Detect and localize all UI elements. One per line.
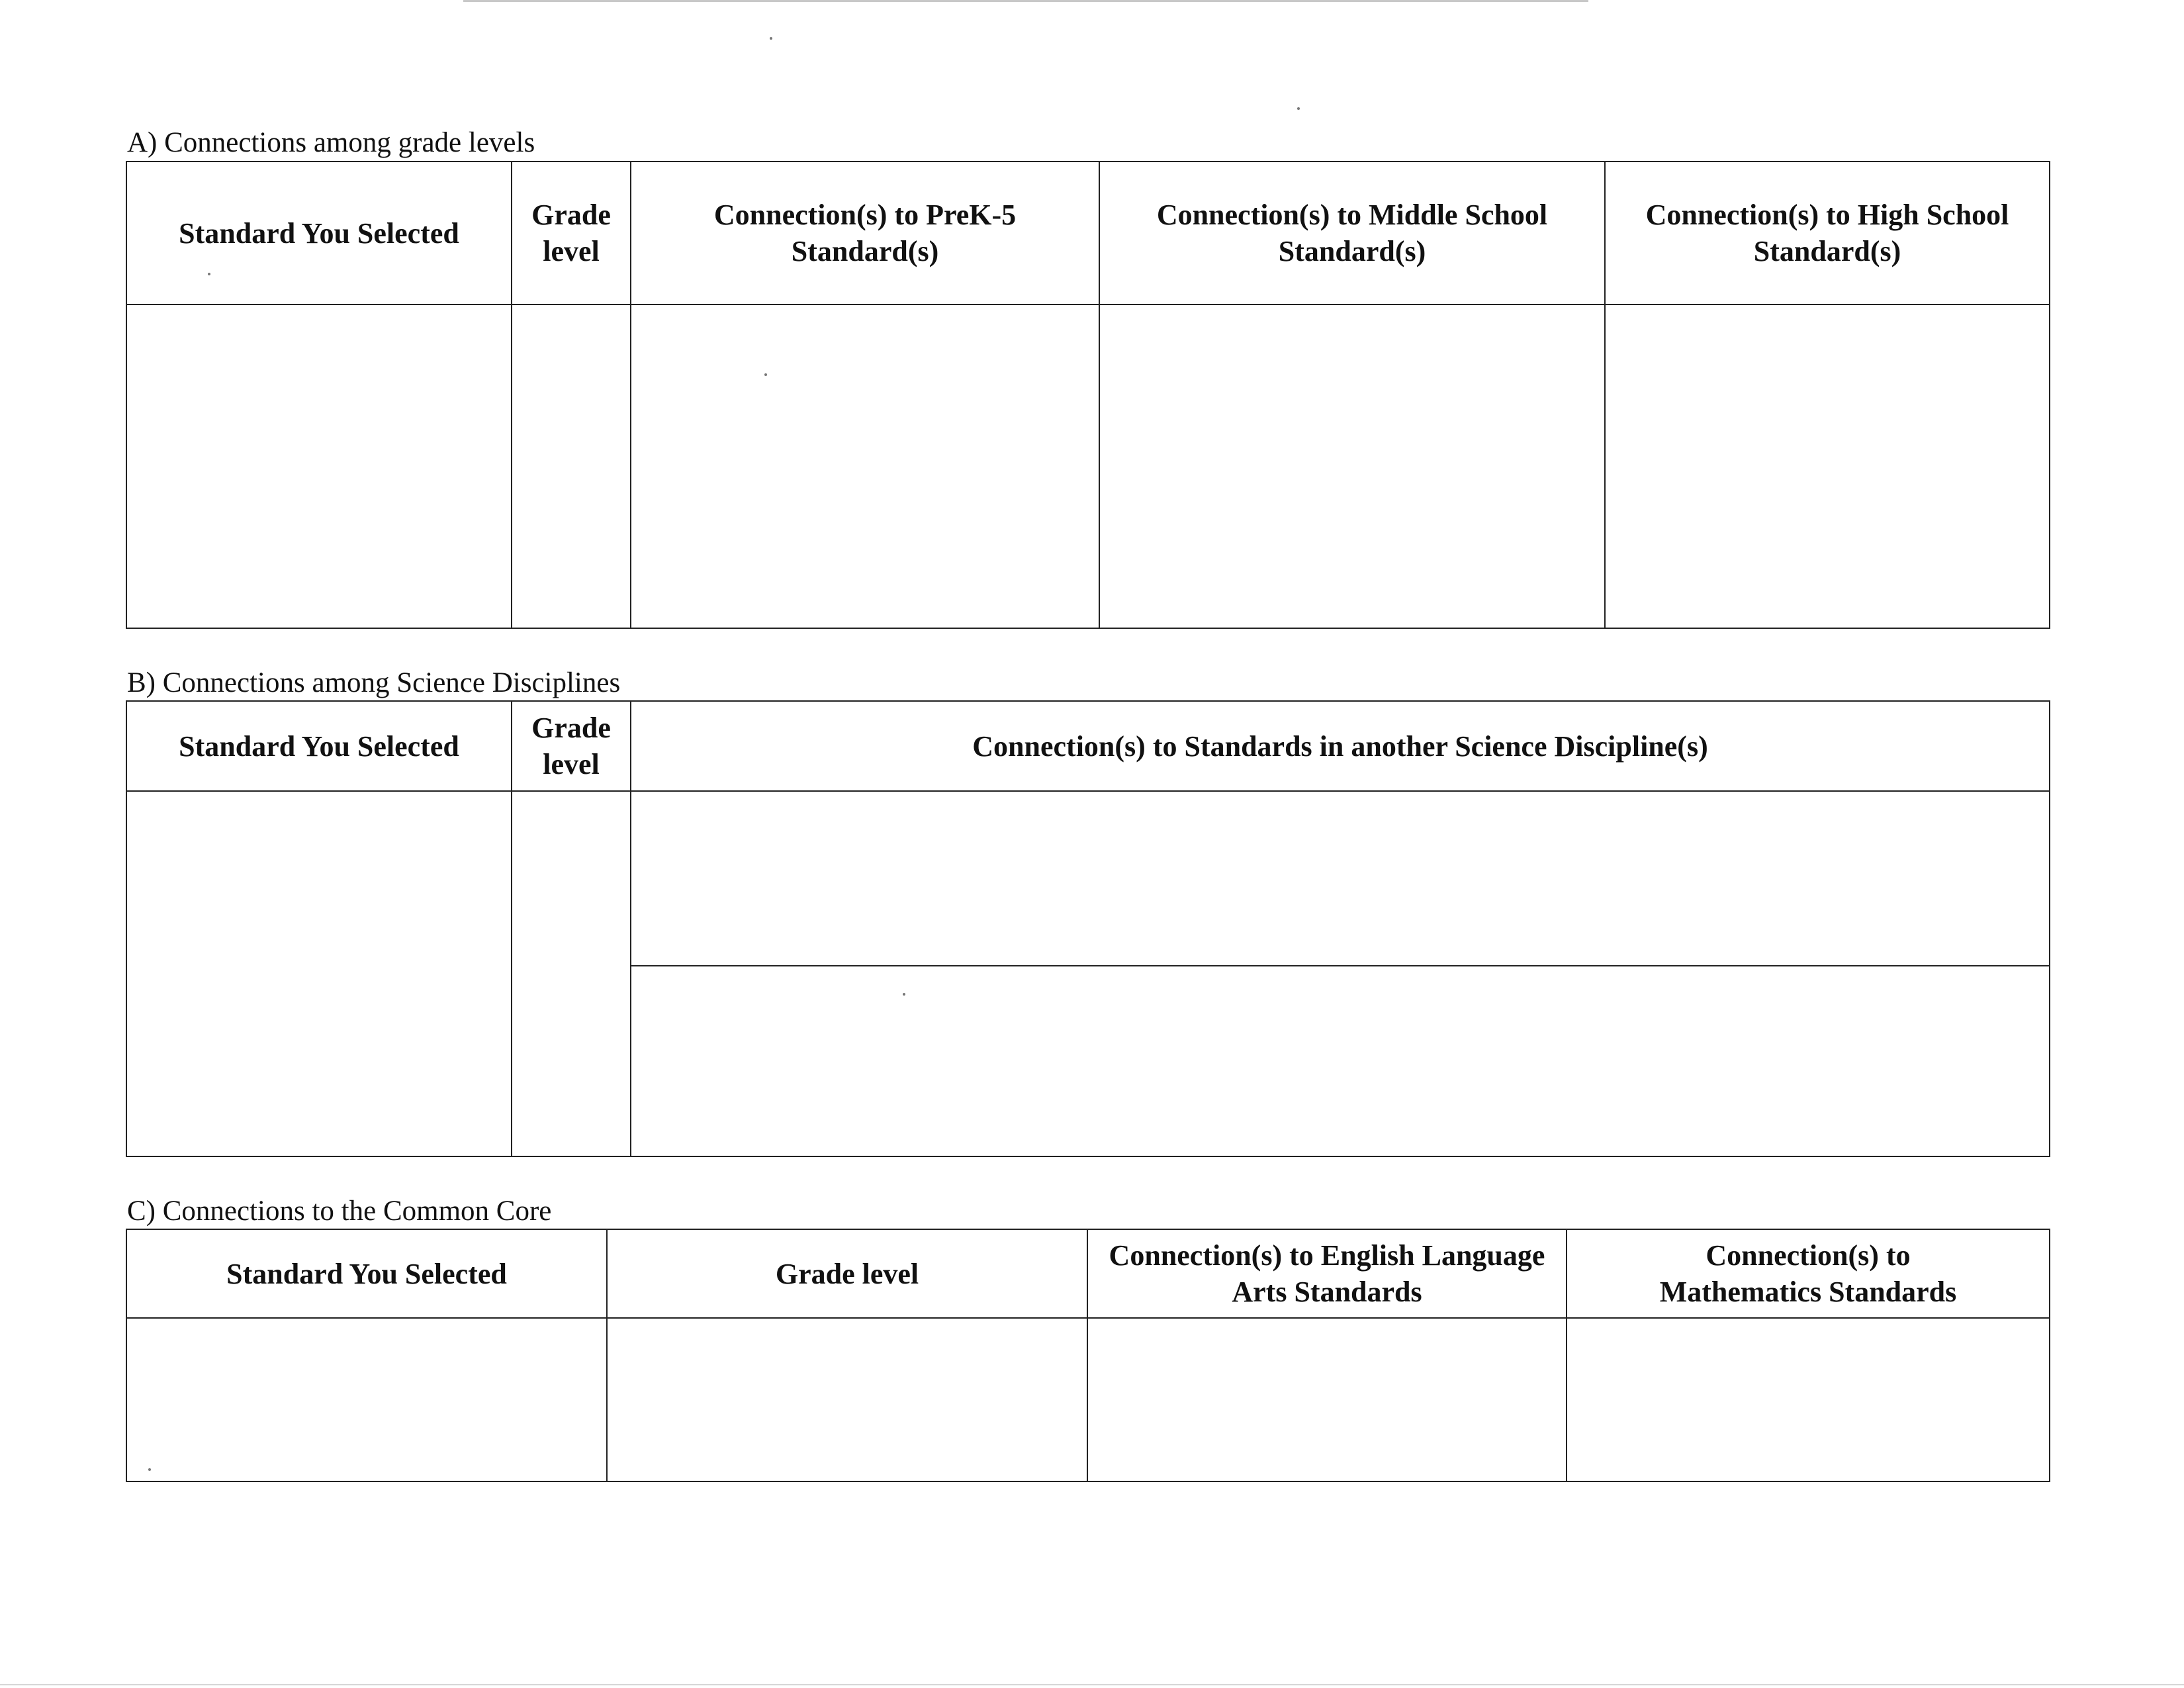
header-standard-selected: Standard You Selected — [126, 701, 512, 791]
discipline-connection-cell-1[interactable] — [631, 791, 2050, 966]
header-standard-selected: Standard You Selected — [126, 1229, 607, 1318]
standard-selected-cell[interactable] — [126, 791, 512, 1156]
header-prek5-connections: Connection(s) to PreK-5 Standard(s) — [631, 162, 1099, 305]
science-disciplines-table — [126, 700, 2050, 1157]
middle-school-connections-cell[interactable] — [1099, 305, 1605, 628]
ela-connections-cell[interactable] — [1087, 1318, 1567, 1481]
standard-selected-cell[interactable] — [126, 305, 512, 628]
header-grade-level: Grade level — [607, 1229, 1087, 1318]
scan-speck — [1297, 107, 1300, 110]
header-math-connections: Connection(s) to Mathematics Standards — [1567, 1229, 2050, 1318]
prek5-connections-cell[interactable] — [631, 305, 1099, 628]
standard-selected-cell[interactable] — [126, 1318, 607, 1481]
grade-level-cell[interactable] — [607, 1318, 1087, 1481]
scan-edge-top — [463, 0, 1588, 2]
scan-speck — [208, 273, 210, 275]
math-connections-cell[interactable] — [1567, 1318, 2050, 1481]
grade-levels-table — [126, 161, 2050, 629]
header-middle-school-connections: Connection(s) to Middle School Standard(s) — [1099, 162, 1605, 305]
header-standard-selected: Standard You Selected — [126, 162, 512, 305]
grade-level-cell[interactable] — [512, 791, 631, 1156]
scan-edge-bottom — [0, 1684, 2184, 1685]
scan-speck — [770, 37, 772, 40]
section-a-title: A) Connections among grade levels — [127, 127, 535, 158]
header-grade-level: Grade level — [512, 701, 631, 791]
grade-level-cell[interactable] — [512, 305, 631, 628]
section-c-title: C) Connections to the Common Core — [127, 1196, 552, 1227]
header-high-school-connections: Connection(s) to High School Standard(s) — [1605, 162, 2050, 305]
high-school-connections-cell[interactable] — [1605, 305, 2050, 628]
scan-speck — [903, 993, 905, 996]
common-core-table — [126, 1229, 2050, 1482]
section-b-title: B) Connections among Science Disciplines — [127, 667, 621, 698]
header-grade-level: Grade level — [512, 162, 631, 305]
scan-speck — [764, 373, 767, 376]
discipline-connection-cell-2[interactable] — [631, 966, 2050, 1156]
header-ela-connections: Connection(s) to English Language Arts Standards — [1087, 1229, 1567, 1318]
scan-speck — [148, 1468, 151, 1471]
header-other-discipline-connections: Connection(s) to Standards in another Science Discipline(s) — [631, 701, 2050, 791]
